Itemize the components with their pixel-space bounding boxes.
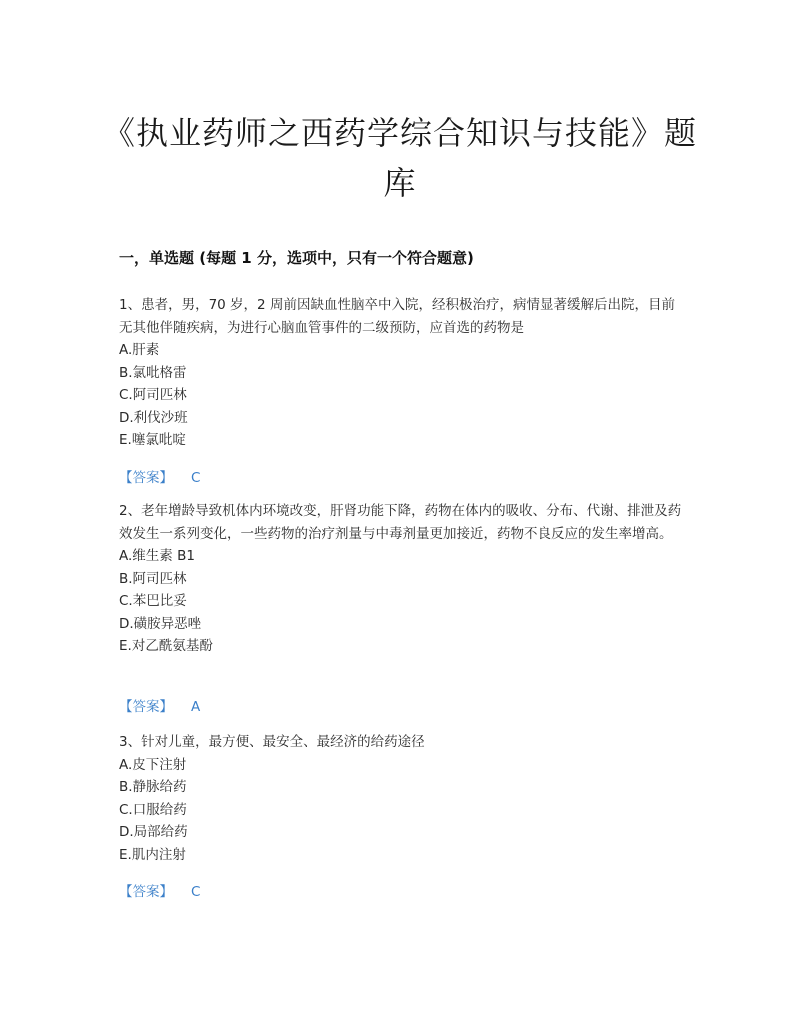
question-stem: 2、老年增龄导致机体内环境改变，肝肾功能下降，药物在体内的吸收、分布、代谢、排泄及药效发生一系列变化，一些药物的治疗剂量与中毒剂量更加接近，药物不良反应的发生率增高。 [119, 503, 682, 542]
option-a: A.维生素 B1 [119, 548, 195, 564]
question-stem: 1、患者，男，70 岁，2 周前因缺血性脑卒中入院，经积极治疗，病情显著缓解后出院，目前无其他伴随疾病，为进行心脑血管事件的二级预防，应首选的药物是 [119, 297, 675, 336]
section-heading: 一，单选题 (每题 1 分，选项中，只有一个符合题意) [119, 249, 474, 267]
option-a: A.肝素 [119, 342, 160, 358]
answer-2 [119, 695, 200, 715]
question-2 [119, 500, 684, 658]
option-list [119, 545, 684, 658]
option-d: D.利伐沙班 [119, 409, 188, 426]
question-1 [119, 294, 684, 452]
option-a: A.皮下注射 [119, 756, 187, 773]
option-list [119, 339, 684, 452]
option-b: B.静脉给药 [119, 779, 187, 795]
option-e: E.噻氯吡啶 [119, 432, 186, 448]
answer-value: C [191, 884, 201, 900]
question-3 [119, 731, 684, 866]
option-d: D.局部给药 [119, 824, 188, 840]
option-e: E.肌内注射 [119, 846, 186, 863]
option-b: B.阿司匹林 [119, 570, 187, 587]
option-list [119, 754, 684, 867]
option-e: E.对乙酰氨基酚 [119, 638, 213, 654]
answer-label: 【答案】 [119, 699, 173, 715]
option-c: C.口服给药 [119, 801, 187, 818]
question-stem: 3、针对儿童，最方便、最安全、最经济的给药途径 [119, 734, 425, 750]
answer-label: 【答案】 [119, 884, 173, 900]
option-c: C.阿司匹林 [119, 387, 187, 403]
option-d: D.磺胺异恶唑 [119, 615, 202, 632]
answer-label: 【答案】 [119, 470, 173, 486]
option-c: C.苯巴比妥 [119, 593, 187, 609]
document-title: 《执业药师之西药学综合知识与技能》题库 [102, 114, 697, 202]
answer-1 [119, 466, 200, 486]
answer-value: A [191, 699, 201, 715]
answer-3 [119, 880, 200, 900]
answer-value: C [191, 470, 201, 486]
option-b: B.氯吡格雷 [119, 364, 187, 381]
